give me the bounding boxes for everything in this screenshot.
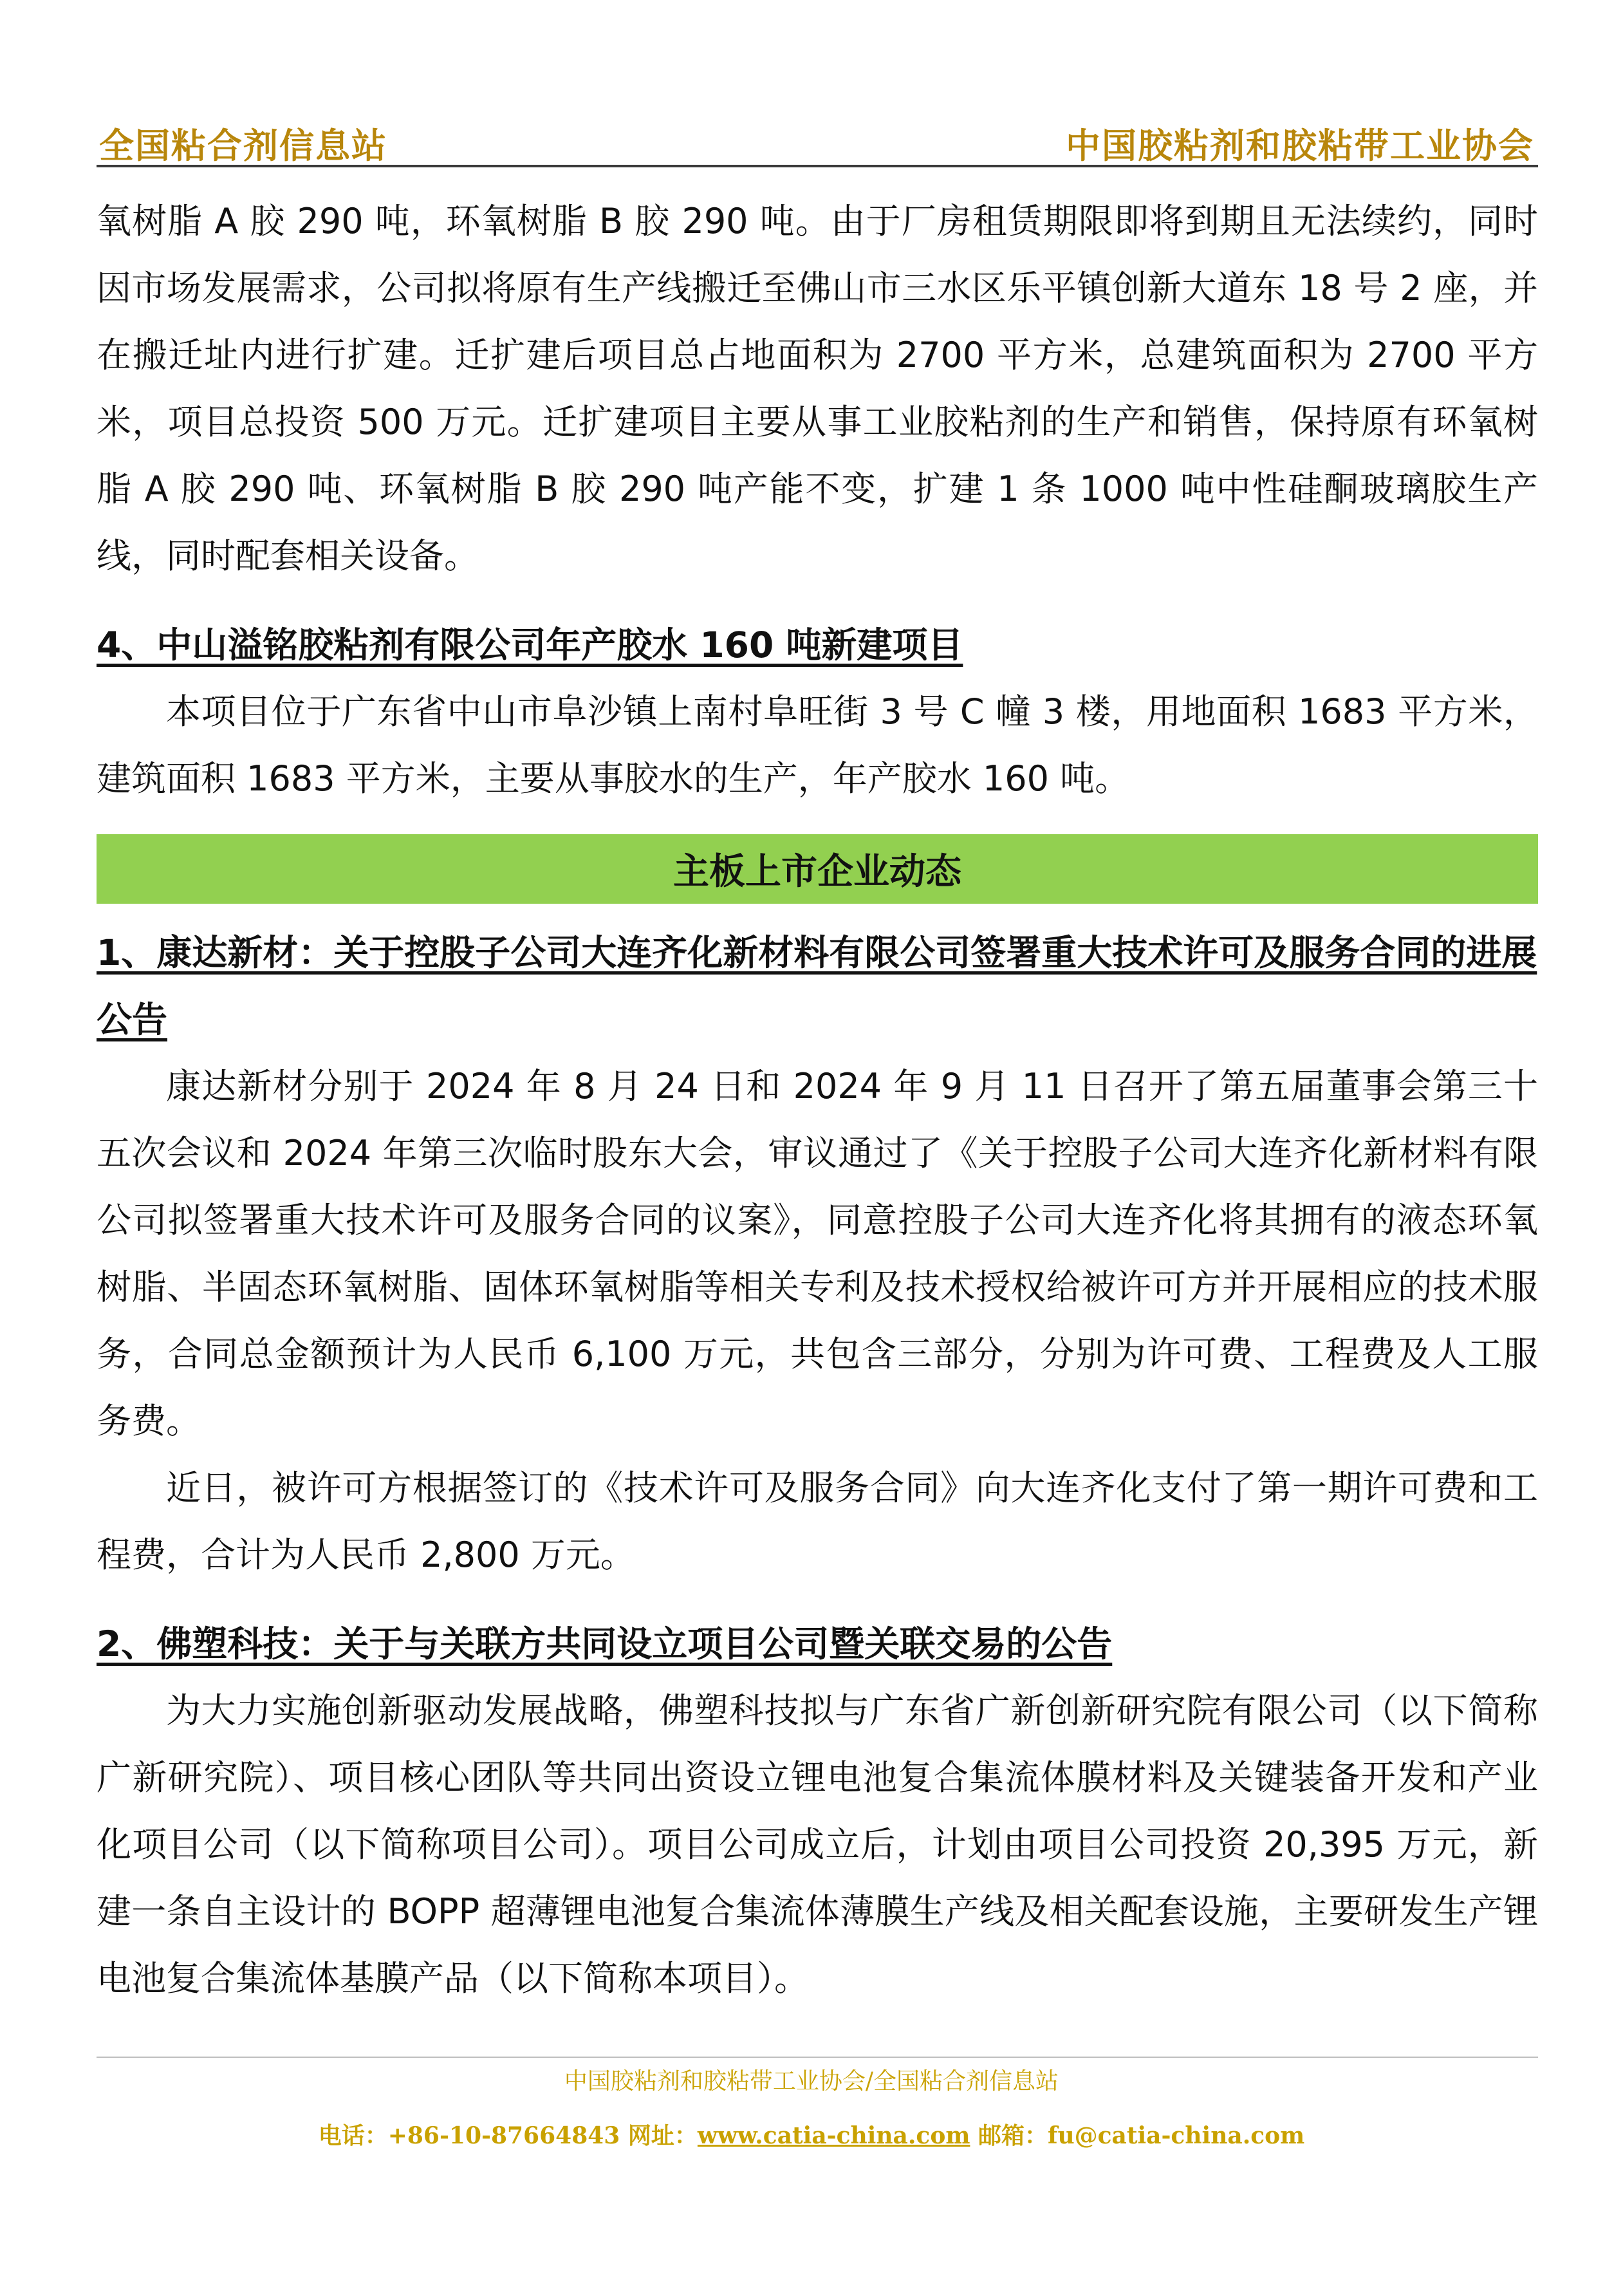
footer-contact [0,2118,1623,2151]
intro-paragraph: 氧树脂 A 胶 290 吨，环氧树脂 B 胶 290 吨。由于厂房租赁期限即将到期且无法续约，同时因市场发展需求，公司拟将原有生产线搬迁至佛山市三水区乐平镇创新大道东 18 号 2 座，并在搬迁址内进行扩建。迁扩建后项目总占地面积为 2700 平方米，总建筑面积为 2700 平方米，项目总投资 500 万元。迁扩建项目主要从事工业胶粘剂的生产和销售，保持原有环氧树脂 A 胶 290 吨、环氧树脂 B 胶 290 吨产能不变，扩建 1 条 1000 吨中性硅酮玻璃胶生产线，同时配套相关设备。 [97,201,1538,576]
main-content [97,188,1538,2012]
section-banner [97,834,1538,904]
section4-title: 4、中山溢铭胶粘剂有限公司年产胶水 160 吨新建项目 [97,624,963,666]
footer-phone: 电话：+86-10-87664843 网址： [318,2122,698,2149]
header-site-name: 全国粘合剂信息站 [99,126,387,166]
item1-body1: 康达新材分别于 2024 年 8 月 24 日和 2024 年 9 月 11 日召开了第五届董事会第三十五次会议和 2024 年第三次临时股东大会，审议通过了《关于控股子公司大连齐化新材料有限公司拟签署重大技术许可及服务合同的议案》，同意控股子公司大连齐化将其拥有的液态环氧树脂、半固态环氧树脂、固体环氧树脂等相关专利及技术授权给被许可方并开展相应的技术服务，合同总金额预计为人民币 6,100 万元，共包含三部分，分别为许可费、工程费及人工服务费。 [97,1066,1538,1441]
item1-title: 1、康达新材：关于控股子公司大连齐化新材料有限公司签署重大技术许可及服务合同的进展公告 [97,932,1537,1040]
footer-website-link[interactable]: www.catia-china.com [697,2122,970,2149]
item2-title: 2、佛塑科技：关于与关联方共同设立项目公司暨关联交易的公告 [97,1623,1113,1665]
page-header [97,115,1538,167]
footer-email: 邮箱：fu@catia-china.com [970,2122,1305,2149]
footer-divider [97,2057,1538,2058]
item2-body: 为大力实施创新驱动发展战略，佛塑科技拟与广东省广新创新研究院有限公司（以下简称广新研究院）、项目核心团队等共同出资设立锂电池复合集流体膜材料及关键装备开发和产业化项目公司（以下简称项目公司）。项目公司成立后，计划由项目公司投资 20,395 万元，新建一条自主设计的 BOPP 超薄锂电池复合集流体薄膜生产线及相关配套设施，主要研发生产锂电池复合集流体基膜产品（以下简称本项目）。 [97,1690,1538,1999]
footer-organization: 中国胶粘剂和胶粘带工业协会/全国粘合剂信息站 [564,2068,1059,2095]
header-association-name: 中国胶粘剂和胶粘带工业协会 [1066,126,1534,166]
section4-body: 本项目位于广东省中山市阜沙镇上南村阜旺街 3 号 C 幢 3 楼，用地面积 1683 平方米，建筑面积 1683 平方米，主要从事胶水的生产，年产胶水 160 吨。 [97,691,1538,799]
item1-body2: 近日，被许可方根据签订的《技术许可及服务合同》向大连齐化支付了第一期许可费和工程费，合计为人民币 2,800 万元。 [97,1468,1538,1575]
banner-title: 主板上市企业动态 [673,851,961,893]
